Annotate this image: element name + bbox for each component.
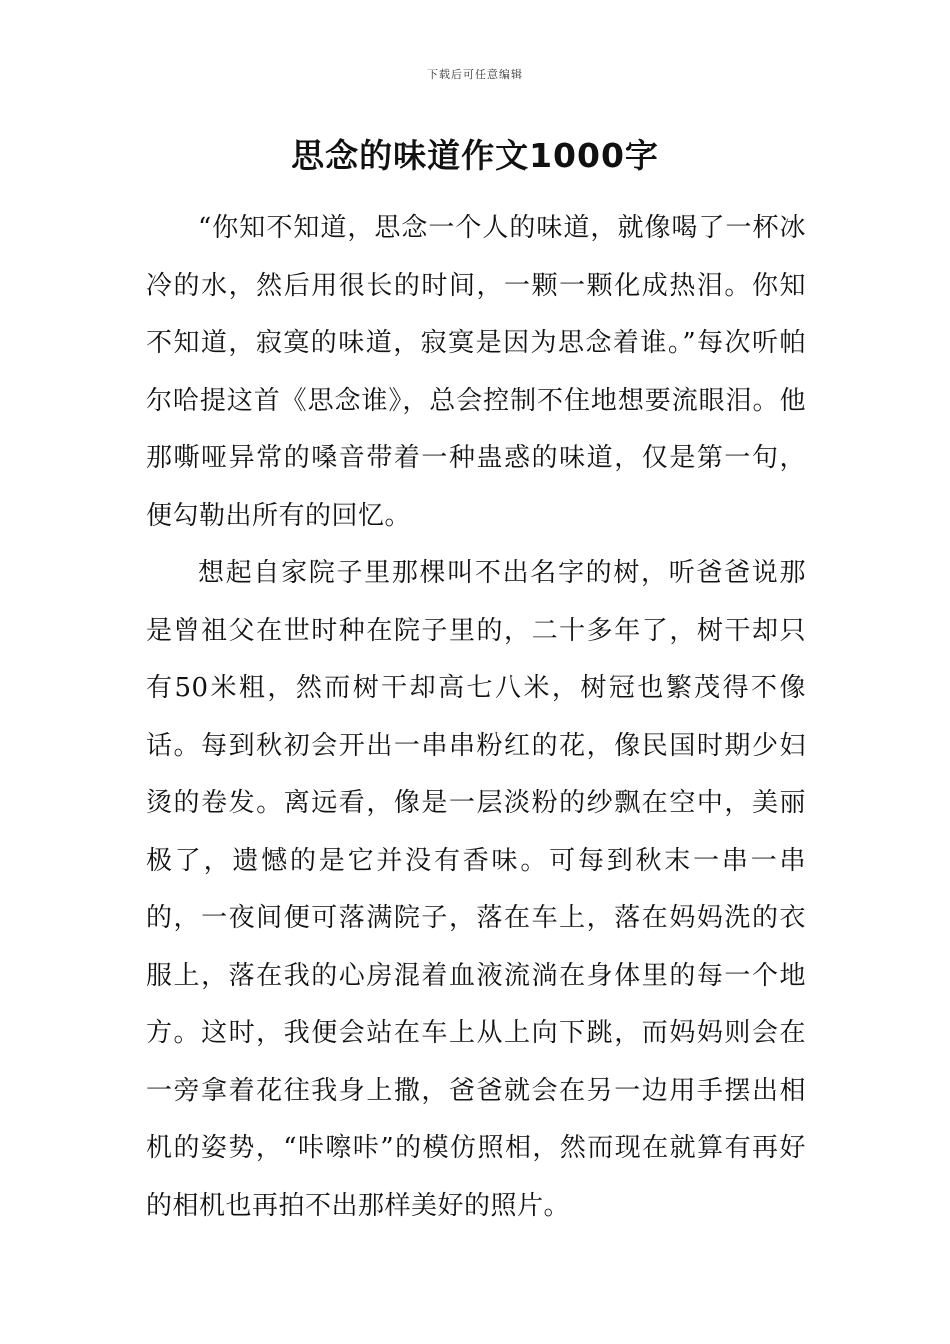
document-body <box>146 200 806 1235</box>
document-title: 思念的味道作文1000字 <box>291 136 659 175</box>
paragraph-1: “你知不知道，思念一个人的味道，就像喝了一杯冰冷的水，然后用很长的时间，一颗一颗化成热泪。你知不知道，寂寞的味道，寂寞是因为思念着谁。”每次听帕尔哈提这首《思念谁》，总会控制不住地想要流眼泪。他那嘶哑异常的嗓音带着一种蛊惑的味道，仅是第一句，便勾勒出所有的回忆。 <box>146 213 806 531</box>
paragraph-2: 想起自家院子里那棵叫不出名字的树，听爸爸说那是曾祖父在世时种在院子里的，二十多年了，树干却只有50米粗，然而树干却高七八米，树冠也繁茂得不像话。每到秋初会开出一串串粉红的花，像民国时期少妇烫的卷发。离远看，像是一层淡粉的纱飘在空中，美丽极了，遗憾的是它并没有香味。可每到秋末一串一串的，一夜间便可落满院子，落在车上，落在妈妈洗的衣服上，落在我的心房混着血液流淌在身体里的每一个地方。这时，我便会站在车上从上向下跳，而妈妈则会在一旁拿着花往我身上撒，爸爸就会在另一边用手摆出相机的姿势，“咔嚓咔”的模仿照相，然而现在就算有再好的相机也再拍不出那样美好的照片。 <box>146 558 806 1221</box>
header-note: 下载后可任意编辑 <box>427 68 523 81</box>
